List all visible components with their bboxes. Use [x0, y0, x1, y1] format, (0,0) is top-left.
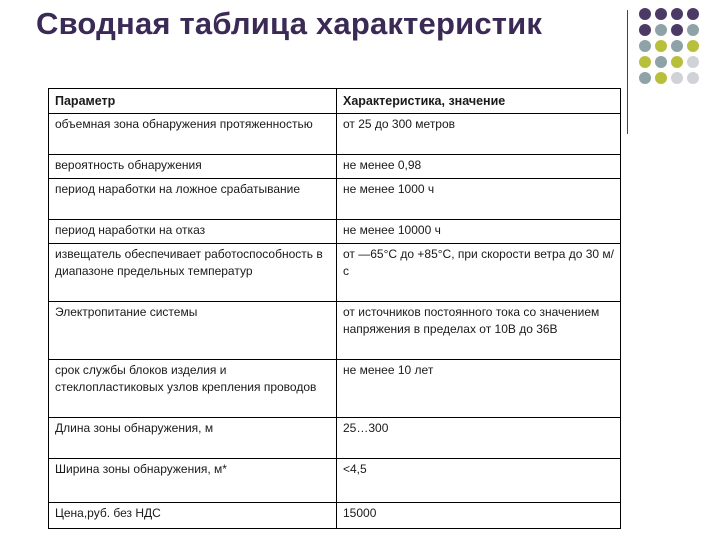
decorative-dot: [687, 40, 699, 52]
table-header-row: [49, 89, 621, 114]
decorative-dot: [655, 24, 667, 36]
decorative-dot: [671, 24, 683, 36]
cell-parameter: Длина зоны обнаружения, м: [49, 418, 337, 459]
decorative-dot: [671, 40, 683, 52]
decorative-dot-grid: [639, 8, 719, 118]
decorative-dot: [687, 56, 699, 68]
cell-parameter: Электропитание системы: [49, 302, 337, 360]
decorative-dot: [671, 56, 683, 68]
table-row: [49, 114, 621, 155]
cell-value: от 25 до 300 метров: [337, 114, 621, 155]
table-body: [49, 114, 621, 529]
table-row: [49, 503, 621, 529]
decorative-dot: [655, 8, 667, 20]
cell-value: не менее 1000 ч: [337, 179, 621, 220]
cell-value: от источников постоянного тока со значением напряжения в пределах от 10В до 36В: [337, 302, 621, 360]
cell-parameter: Цена,руб. без НДС: [49, 503, 337, 529]
cell-value: не менее 0,98: [337, 155, 621, 179]
table-row: [49, 360, 621, 418]
table-row: [49, 179, 621, 220]
slide-title: Сводная таблица характеристик: [36, 6, 543, 41]
header-value: Характеристика, значение: [337, 89, 621, 114]
decorative-dot: [639, 56, 651, 68]
cell-value: не менее 10000 ч: [337, 220, 621, 244]
table-row: [49, 220, 621, 244]
decorative-dot: [639, 24, 651, 36]
decorative-dot: [639, 40, 651, 52]
cell-value: от —65°С до +85°С, при скорости ветра до 30 м/с: [337, 244, 621, 302]
cell-parameter: объемная зона обнаружения протяженностью: [49, 114, 337, 155]
cell-value: <4,5: [337, 459, 621, 503]
decorative-dot: [687, 24, 699, 36]
decorative-dot: [655, 72, 667, 84]
cell-parameter: период наработки на отказ: [49, 220, 337, 244]
decorative-dot: [671, 8, 683, 20]
cell-parameter: срок службы блоков изделия и стеклопластиковых узлов крепления проводов: [49, 360, 337, 418]
decorative-dot: [639, 8, 651, 20]
spec-table: [48, 88, 621, 529]
cell-parameter: вероятность обнаружения: [49, 155, 337, 179]
cell-value: 15000: [337, 503, 621, 529]
cell-parameter: Ширина зоны обнаружения, м*: [49, 459, 337, 503]
decorative-divider: [627, 10, 628, 134]
decorative-dot: [671, 72, 683, 84]
header-parameter: Параметр: [49, 89, 337, 114]
cell-value: не менее 10 лет: [337, 360, 621, 418]
cell-value: 25…300: [337, 418, 621, 459]
table-row: [49, 244, 621, 302]
cell-parameter: период наработки на ложное срабатывание: [49, 179, 337, 220]
table-row: [49, 155, 621, 179]
decorative-dot: [655, 56, 667, 68]
decorative-dot: [687, 72, 699, 84]
table-row: [49, 302, 621, 360]
decorative-dot: [655, 40, 667, 52]
decorative-dot: [639, 72, 651, 84]
table-row: [49, 418, 621, 459]
cell-parameter: извещатель обеспечивает работоспособность в диапазоне предельных температур: [49, 244, 337, 302]
decorative-dot: [687, 8, 699, 20]
table-row: [49, 459, 621, 503]
